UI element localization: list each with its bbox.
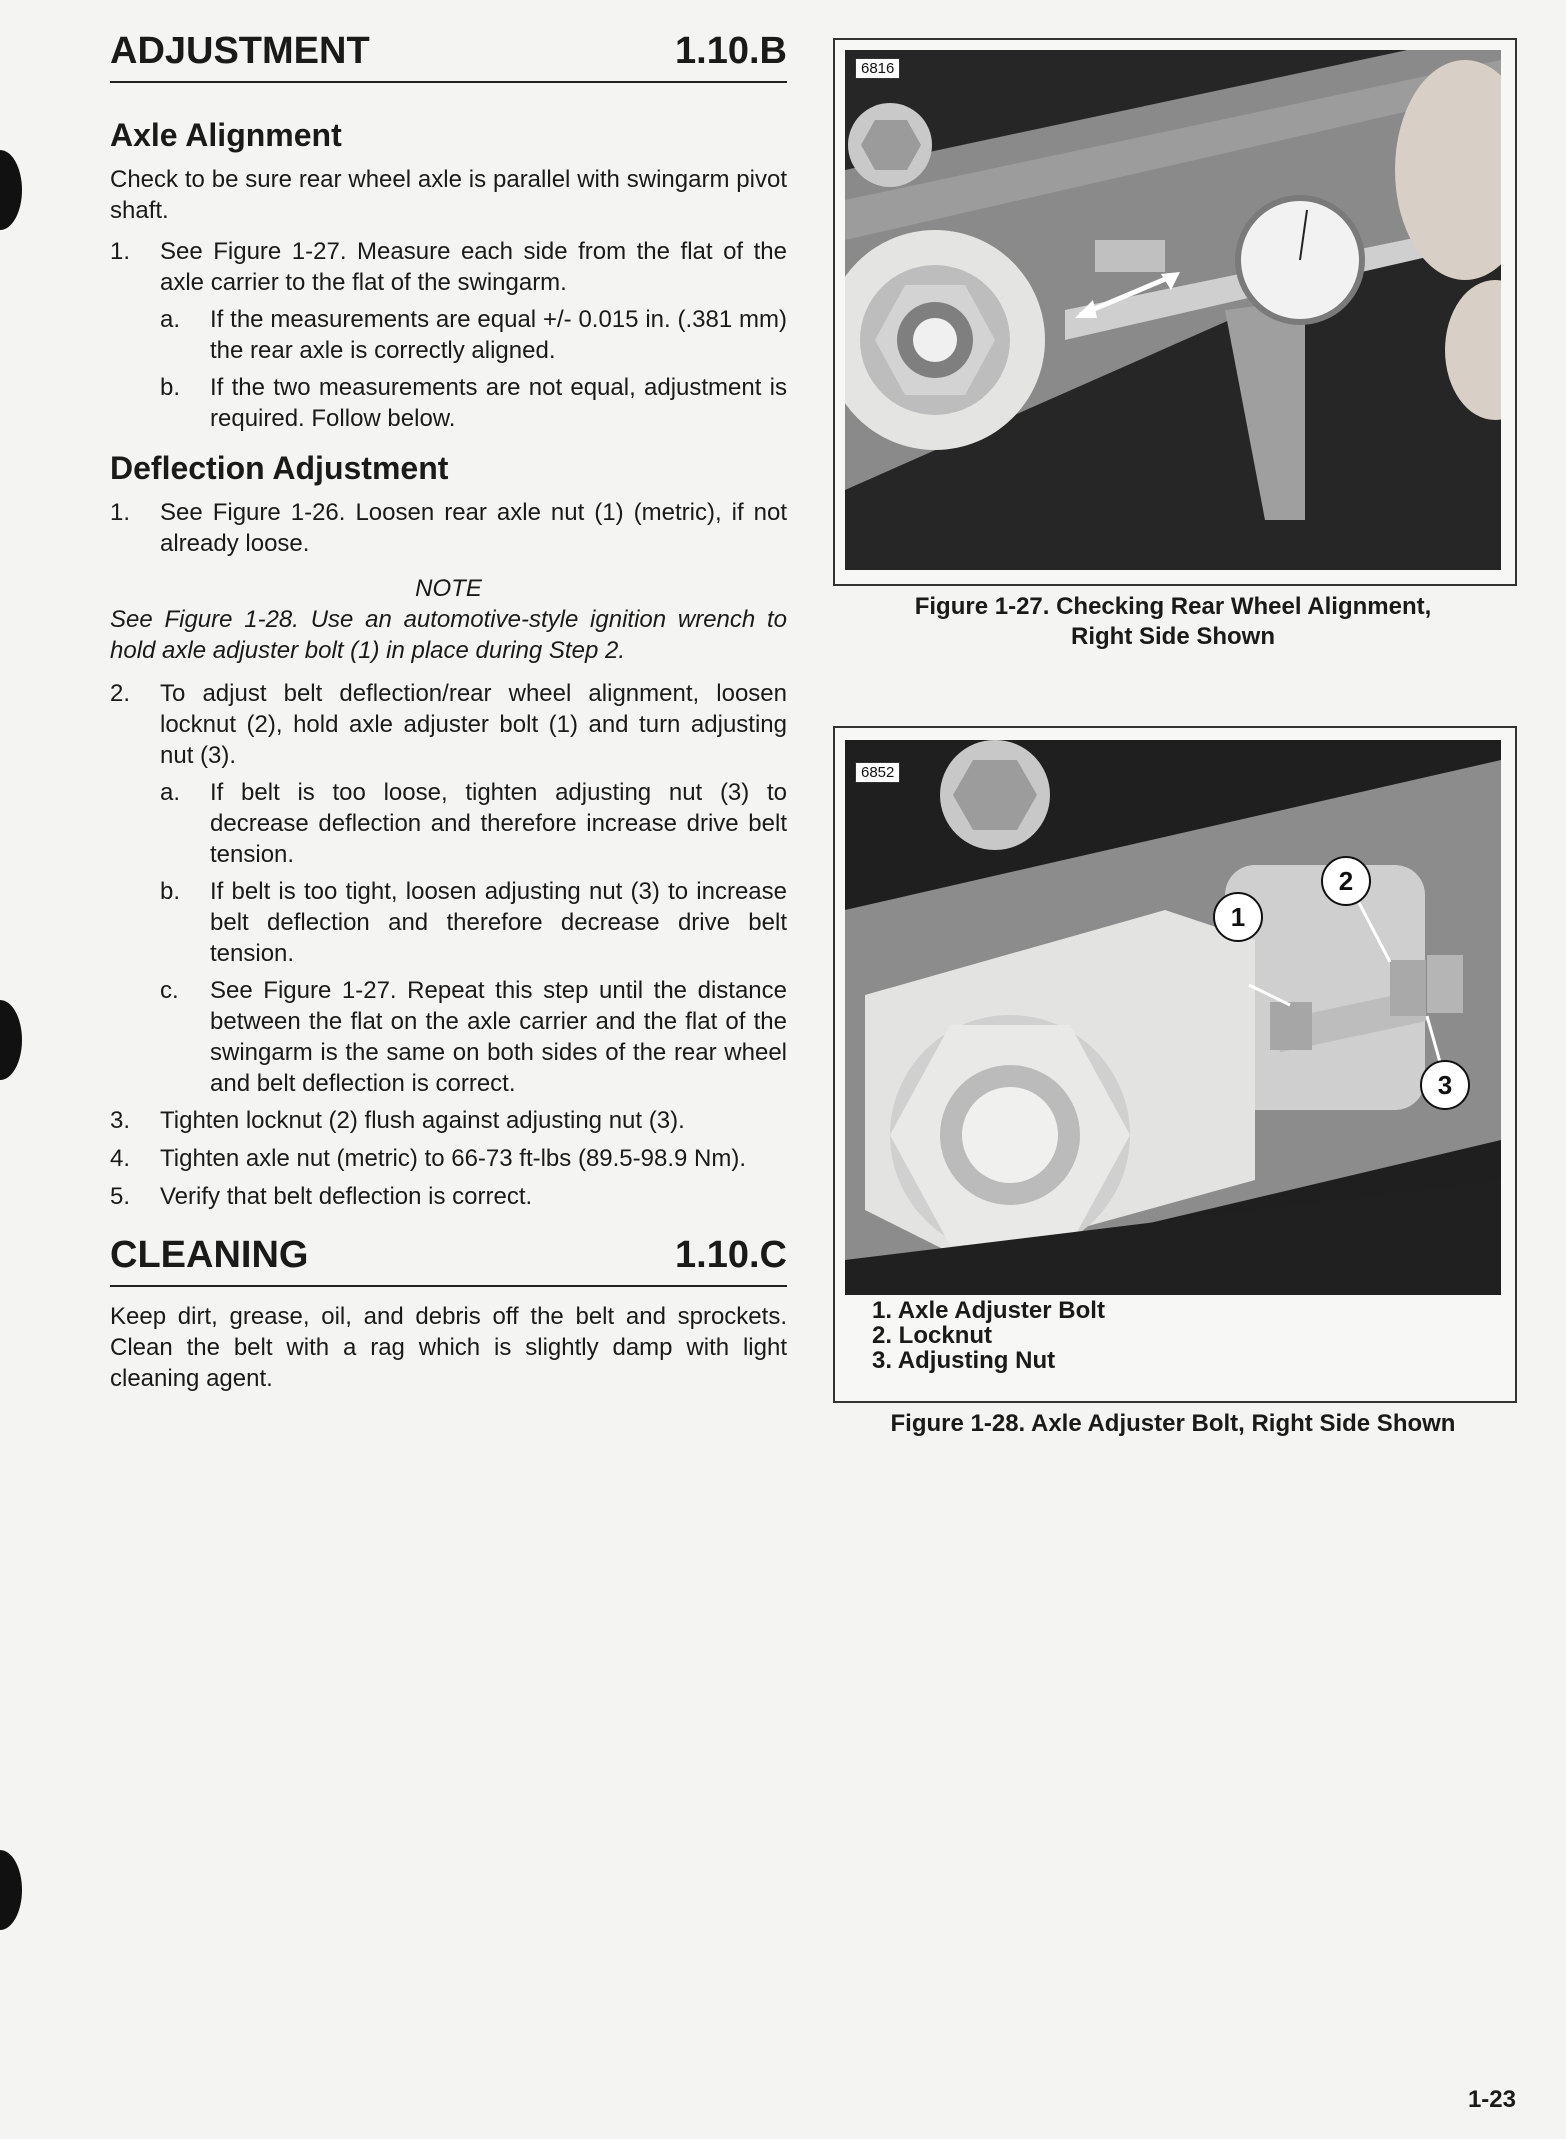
cleaning-text: Keep dirt, grease, oil, and debris off the belt and sprockets. Clean the belt with a rag which is slightly damp with light cleaning agent. <box>110 1303 787 1392</box>
sub-list-item: a. If belt is too loose, tighten adjusting nut (3) to decrease deflection and therefore increase drive belt tension. <box>160 779 787 868</box>
callout-2: 2 <box>1321 856 1371 906</box>
list-item: 3. Tighten locknut (2) flush against adjusting nut (3). <box>110 1107 685 1134</box>
adjustment-section-header <box>110 30 787 83</box>
section-number: 1.10.B <box>675 30 787 72</box>
list-item: 5. Verify that belt deflection is correct. <box>110 1183 533 1210</box>
section-heading: CLEANING <box>110 1234 309 1276</box>
note-title: NOTE <box>415 575 482 602</box>
binder-hole <box>0 1850 22 1930</box>
list-item: 4. Tighten axle nut (metric) to 66-73 ft-lbs (89.5-98.9 Nm). <box>110 1145 747 1172</box>
alignment-photo-illustration <box>845 50 1501 570</box>
callout-3: 3 <box>1420 1060 1470 1110</box>
legend-item: 2. Locknut <box>872 1322 993 1349</box>
list-item: 1. See Figure 1-26. Loosen rear axle nut (1) (metric), if not already loose. <box>110 499 787 557</box>
adjuster-bolt-photo-illustration <box>845 740 1501 1295</box>
sub-list-item: a. If the measurements are equal +/- 0.015 in. (.381 mm) the rear axle is correctly aligned. <box>160 306 787 364</box>
page-number: 1-23 <box>1467 2086 1516 2113</box>
adjuster-bolt-photo <box>845 740 1501 1295</box>
axle-alignment-intro: Check to be sure rear wheel axle is parallel with swingarm pivot shaft. <box>110 166 787 224</box>
cleaning-section-header <box>110 1234 787 1287</box>
axle-alignment-title: Axle Alignment <box>110 117 342 153</box>
figure-1-28-legend <box>872 1298 1105 1373</box>
note-body: See Figure 1-28. Use an automotive-style ignition wrench to hold axle adjuster bolt (1) in place during Step 2. <box>110 606 787 664</box>
legend-item: 1. Axle Adjuster Bolt <box>872 1297 1105 1324</box>
binder-hole <box>0 150 22 230</box>
list-item: 2. To adjust belt deflection/rear wheel alignment, loosen locknut (2), hold axle adjuster bolt (1) and turn adjusting nut (3). <box>110 680 787 769</box>
figure-1-28-caption: Figure 1-28. Axle Adjuster Bolt, Right Side Shown <box>890 1410 1456 1437</box>
sub-list-item: b. If the two measurements are not equal, adjustment is required. Follow below. <box>160 374 787 432</box>
left-column <box>110 30 787 1394</box>
binder-hole <box>0 1000 22 1080</box>
legend-item: 3. Adjusting Nut <box>872 1347 1056 1374</box>
sub-list-item: b. If belt is too tight, loosen adjusting nut (3) to increase belt deflection and therefore decrease drive belt tension. <box>160 878 787 967</box>
figure-1-27-caption: Figure 1-27. Checking Rear Wheel Alignment, Right Side Shown <box>914 593 1432 650</box>
photo-id-label: 6816 <box>855 58 900 79</box>
section-heading: ADJUSTMENT <box>110 30 370 72</box>
callout-1: 1 <box>1213 892 1263 942</box>
alignment-photo <box>845 50 1501 570</box>
sub-list-item: c. See Figure 1-27. Repeat this step until the distance between the flat on the axle carrier and the flat of the swingarm is the same on both sides of the rear wheel and belt deflection is correct. <box>160 977 787 1097</box>
deflection-adjustment-title: Deflection Adjustment <box>110 450 449 486</box>
list-item: 1. See Figure 1-27. Measure each side from the flat of the axle carrier to the flat of the swingarm. <box>110 238 787 296</box>
photo-id-label: 6852 <box>855 762 900 783</box>
section-number: 1.10.C <box>675 1234 787 1276</box>
